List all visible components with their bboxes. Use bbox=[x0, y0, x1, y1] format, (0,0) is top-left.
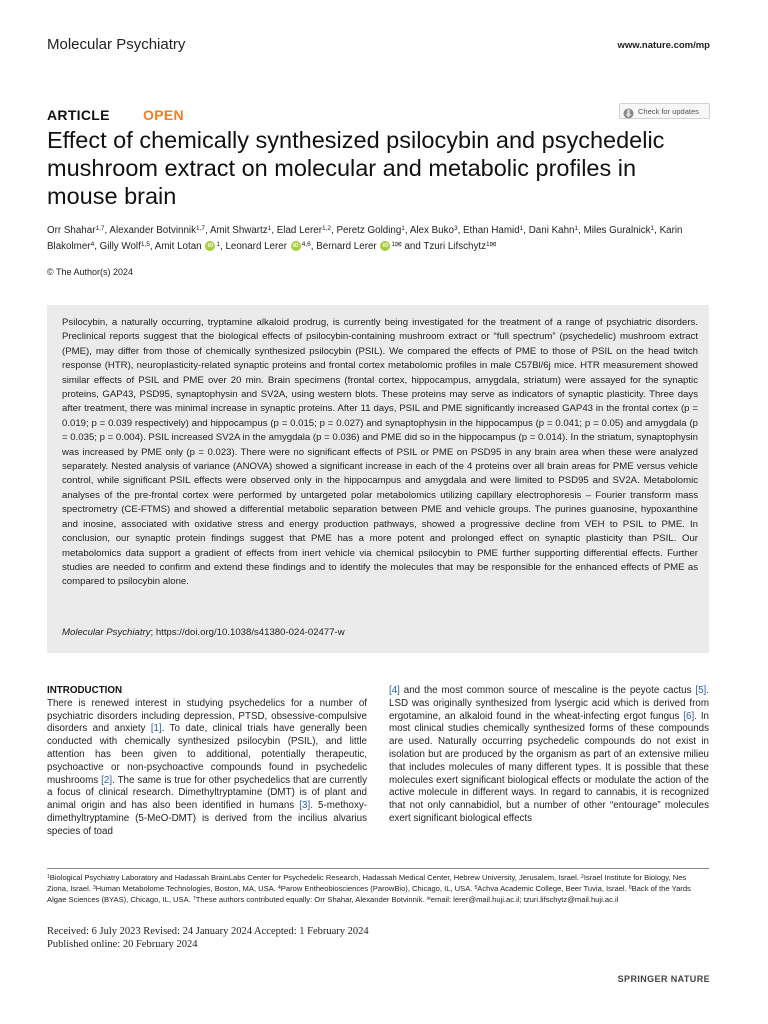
author-affiliation: 1,5 bbox=[140, 241, 150, 248]
footnote-marker: 1 bbox=[47, 874, 50, 880]
article-title: Effect of chemically synthesized psilocybin and psychedelic mushroom extract on molecular and metabolic profiles in mouse brain bbox=[47, 127, 665, 209]
author-name[interactable]: Peretz Golding$^1$ bbox=[336, 225, 405, 236]
footnote-marker: 2 bbox=[581, 874, 584, 880]
footnote-text: Biological Psychiatry Laboratory and Hadassah BrainLabs Center for Psychedelic Research, Hadassah Medical Center, Hebrew University, Jerusalem, Israel. bbox=[49, 873, 582, 882]
reference-link[interactable]: [6] bbox=[683, 710, 695, 722]
article-citation bbox=[62, 627, 345, 638]
author-affiliation: 4,6 bbox=[301, 241, 311, 248]
author-name[interactable]: Gilly Wolf$^{1,5}$ bbox=[99, 241, 150, 252]
check-for-updates-button[interactable] bbox=[619, 103, 710, 119]
reference-link[interactable]: [5] bbox=[695, 685, 707, 696]
crossmark-icon bbox=[623, 106, 634, 117]
author-affiliation: 1 bbox=[267, 225, 272, 232]
author-affiliation: 1 bbox=[485, 241, 490, 248]
footnote-divider bbox=[47, 868, 709, 869]
email-icon[interactable]: ✉ bbox=[489, 240, 497, 249]
journal-name: Molecular Psychiatry bbox=[47, 36, 186, 53]
publisher-logo: SPRINGER NATURE bbox=[617, 974, 710, 984]
footnote-text: email: lerer@mail.huji.ac.il; tzuri.lifschytz@mail.huji.ac.il bbox=[430, 895, 619, 904]
reference-link[interactable]: [1] bbox=[150, 723, 162, 735]
copyright-line: © The Author(s) 2024 bbox=[47, 267, 134, 277]
author-affiliation: 1,2 bbox=[321, 225, 332, 232]
footnote-marker: 6 bbox=[628, 885, 632, 891]
author-affiliation: 1,7 bbox=[196, 225, 206, 232]
intro-right-column bbox=[389, 685, 709, 826]
author-affiliation: 1 bbox=[391, 241, 396, 248]
author-name[interactable]: Elad Lerer$^{1,2}$ bbox=[276, 225, 332, 236]
author-affiliation: 4 bbox=[90, 241, 95, 248]
author-name[interactable]: Leonard Lerer iD $^{4,6}$ bbox=[225, 241, 311, 252]
footnote-marker: ✉ bbox=[426, 896, 431, 902]
affiliation-footnotes bbox=[47, 872, 709, 905]
footnote-text: Achva Academic College, Beer Tuvia, Israel. bbox=[477, 884, 629, 893]
footnote-text: Back of the Yards Algae Sciences (BYAS), Chicago, IL, USA. bbox=[47, 884, 691, 904]
citation-journal: Molecular Psychiatry bbox=[62, 627, 151, 638]
footnote-marker: 7 bbox=[192, 896, 196, 902]
author-affiliation: 1 bbox=[519, 225, 524, 232]
reference-link[interactable]: [4] bbox=[389, 685, 400, 696]
author-name[interactable]: Amit Shwartz$^1$ bbox=[209, 225, 272, 236]
section-heading-introduction: INTRODUCTION bbox=[47, 685, 123, 696]
footnote-text: Israel Institute for Biology, Nes Ziona, Israel. bbox=[47, 873, 687, 893]
article-type-label: ARTICLE bbox=[47, 107, 110, 123]
orcid-icon[interactable]: iD bbox=[205, 241, 215, 251]
footnote-text: Human Metabolome Technologies, Boston, MA, USA. bbox=[95, 884, 278, 893]
author-name[interactable]: Miles Guralnick$^1$ bbox=[583, 225, 655, 236]
open-access-label: OPEN bbox=[143, 107, 184, 123]
author-name[interactable]: Bernard Lerer iD $^{1✉}$ bbox=[316, 240, 402, 252]
author-affiliation: 1 bbox=[401, 225, 405, 232]
email-icon[interactable]: ✉ bbox=[395, 240, 402, 249]
received-dates: Received: 6 July 2023 Revised: 24 January 2024 Accepted: 1 February 2024 bbox=[47, 926, 369, 937]
journal-url[interactable]: www.nature.com/mp bbox=[617, 40, 710, 51]
orcid-icon[interactable]: iD bbox=[291, 241, 301, 251]
author-affiliation: 1 bbox=[574, 225, 579, 232]
footnote-text: These authors contributed equally: Orr Shahar, Alexander Botvinnik. bbox=[195, 895, 427, 904]
check-for-updates-label: Check for updates bbox=[638, 106, 699, 116]
author-affiliation: 1 bbox=[650, 225, 655, 232]
abstract-box bbox=[47, 305, 709, 653]
author-list: Orr Shahar$^{1,7}$, Alexander Botvinnik$^{1,7}$, Amit Shwartz$^1$, Elad Lerer$^{1,2}$, Peretz Golding$^1$, Alex Buko$^3$, Ethan Hamid$^1$, Dani Kahn$^1$, Miles Guralnick$^1$, Karin Blakolmer$^4$, Gilly Wolf$^{1,5}$, Amit Lotan iD $^1$, Leonard Lerer iD $^{4,6}$, Bernard Lerer iD $^{1✉}$ and Tzuri Lifschytz$^{1✉}$ bbox=[47, 225, 683, 252]
intro-left-column bbox=[47, 685, 367, 839]
author-affiliation: 1 bbox=[216, 241, 220, 248]
author-name[interactable]: Dani Kahn$^1$ bbox=[528, 225, 579, 236]
author-name[interactable]: Tzuri Lifschytz$^{1✉}$ bbox=[423, 240, 497, 252]
citation-doi[interactable]: ; https://doi.org/10.1038/s41380-024-02477-w bbox=[150, 627, 345, 638]
author-name[interactable]: Karin Blakolmer$^4$ bbox=[47, 225, 683, 252]
footnote-text: Parow Entheobiosciences (ParowBio), Chicago, IL, USA. bbox=[280, 884, 475, 893]
published-date: Published online: 20 February 2024 bbox=[47, 938, 198, 950]
article-dates bbox=[47, 926, 369, 951]
intro-right-text: [4] and the most common source of mescaline is the peyote cactus [5]. LSD was originally synthesized from lysergic acid which is derived from ergotamine, an alkaloid found in the wheat-infecting ergot fungus [6]. In most clinical studies chemically synthesized forms of these compounds are used. Naturally occurring psychedelic compounds do not exist in isolation but are produced by the organism as part of an extensive milieu that includes molecules of many different types. It is possible that these molecules exert significant biological effects or modulate the action of the active molecule in different ways. In regard to cannabis, it is recognized that not only cannabidiol, but a number of other “entourage” molecules exert significant biological effects bbox=[389, 685, 709, 824]
footnote-marker: 3 bbox=[93, 885, 96, 891]
author-name[interactable]: Ethan Hamid$^1$ bbox=[463, 225, 524, 236]
reference-link[interactable]: [3] bbox=[299, 800, 311, 812]
author-affiliation: 1,7 bbox=[95, 225, 105, 232]
abstract-text: Psilocybin, a naturally occurring, tryptamine alkaloid prodrug, is currently being investigated for the treatment of a range of psychiatric disorders. Preclinical reports suggest that the biological effects of psilocybin-containing mushroom extract or “full spectrum” (psychedelic) mushroom extract (PME), may differ from those of chemically synthesized psilocybin (PSIL). We compared the effects of PME to those of PSIL on the head twitch response (HTR), neuroplasticity-related synaptic proteins and frontal cortex metabolomic profiles in male C57Bl/6j mice. HTR measurement showed similar effects of PSIL and PME over 20 min. Brain specimens (frontal cortex, hippocampus, amygdala, striatum) were assayed for the synaptic proteins, GAP43, PSD95, synaptophysin and SV2A, using western blots. These proteins may serve as indicators of synaptic plasticity. Three days after treatment, there was minimal increase in synaptic proteins. After 11 days, PSIL and PME significantly increased GAP43 in the frontal cortex (p = 0.019; p = 0.039 respectively) and hippocampus (p = 0.015; p = 0.027) and synaptophysin in the hippocampus (p = 0.041; p = 0.05) and amygdala (p = 0.035; p = 0.004). PSIL increased SV2A in the amygdala (p = 0.036) and PME did so in the hippocampus (p = 0.014). In the striatum, synaptophysin was increased by PME only (p = 0.023). There were no significant effects of PSIL or PME on PSD95 in any brain area when these were analyzed separately. Nested analysis of variance (ANOVA) showed a significant increase in each of the 4 proteins over all brain areas for PME versus vehicle control, while significant PSIL effects were observed only in the hippocampus and amygdala and were limited to PSD95 and SV2A. Metabolomic analyses of the pre-frontal cortex were performed by untargeted polar metabolomics utilizing capillary electrophoresis – Fourier transform mass spectrometry (CE-FTMS) and showed a differential metabolic separation between PME and vehicle groups. The purines guanosine, hypoxanthine and inosine, associated with oxidative stress and energy production pathways, showed a progressive decline from VEH to PSIL to PME. In conclusion, our synaptic protein findings suggest that PME has a more potent and prolonged effect on synaptic plasticity than PSIL. Our metabolomics data support a gradient of effects from inert vehicle via chemical psilocybin to PME further supporting differential effects. Further studies are needed to confirm and extend these findings and to identify the molecules that may be responsible for the enhanced effects of PME as compared to psilocybin alone. bbox=[62, 317, 698, 588]
reference-link[interactable]: [2] bbox=[101, 774, 113, 786]
author-name[interactable]: Alexander Botvinnik$^{1,7}$ bbox=[109, 225, 206, 236]
author-affiliation: 3 bbox=[453, 225, 458, 232]
author-name[interactable]: Orr Shahar$^{1,7}$ bbox=[47, 225, 105, 236]
footnote-marker: 5 bbox=[474, 885, 478, 891]
intro-left-text: There is renewed interest in studying psychedelics for a number of psychiatric disorders including depression, PTSD, obsessive-compulsive disorders and anxiety [1]. To date, clinical trials have generally been conducted with chemically synthesized psilocybin (PSIL), and little attention has been given to additional, potentially therapeutic, psychoactive or non-psychoactive compounds found in psychedelic mushrooms [2]. The same is true for other psychedelics that are currently a focus of clinical research. Dimethyltryptamine (DMT) is of plant and animal origin and has also been identified in humans [3]. 5-methoxy-dimethyltryptamine (5-MeO-DMT) is derived from the incilius alvarius species of toad bbox=[47, 697, 368, 837]
footnote-marker: 4 bbox=[278, 885, 281, 891]
orcid-icon[interactable]: iD bbox=[380, 241, 390, 251]
author-name[interactable]: Alex Buko$^3$ bbox=[409, 225, 458, 236]
author-name[interactable]: Amit Lotan iD $^1$ bbox=[154, 241, 220, 252]
